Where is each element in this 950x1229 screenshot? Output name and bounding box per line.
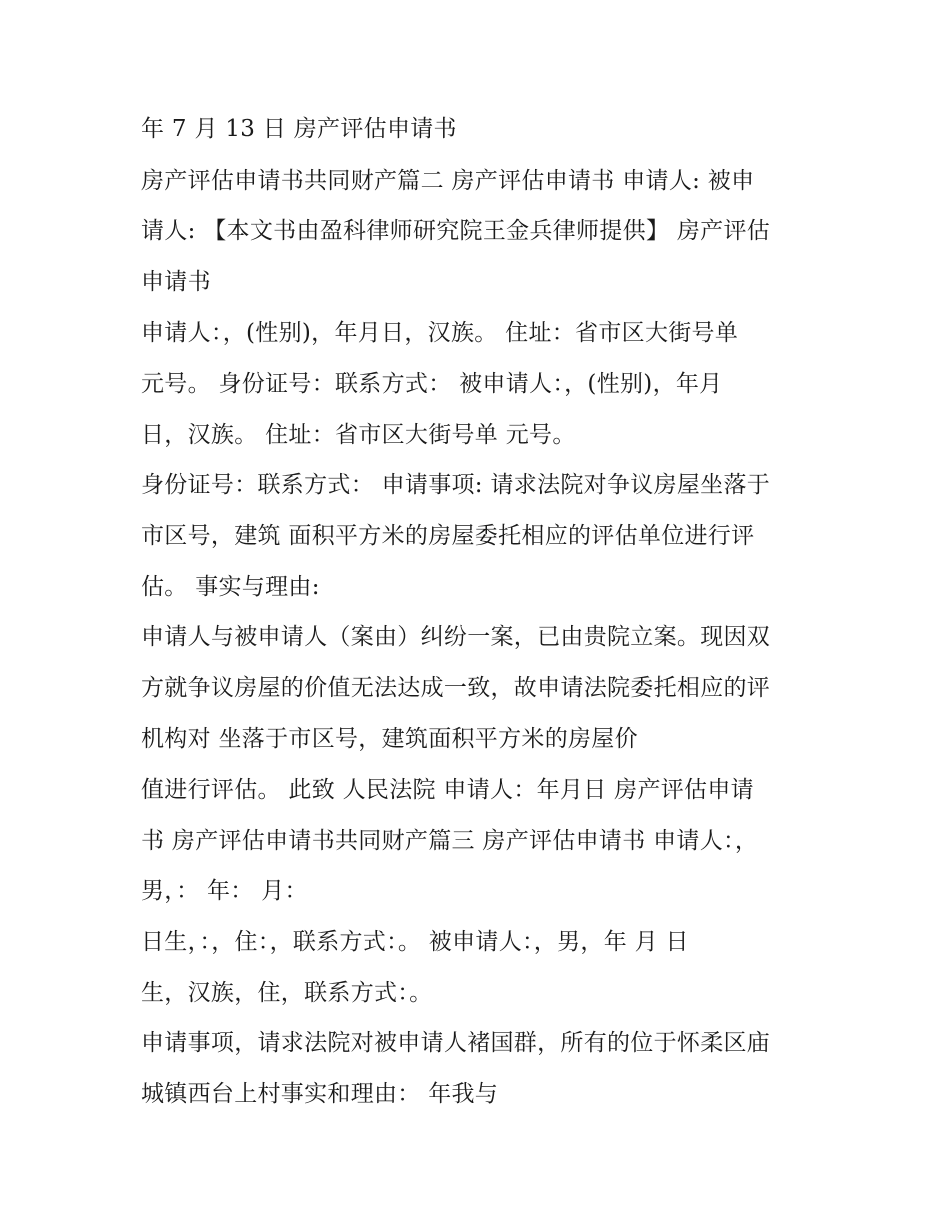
- text-line: 日生，：，住：，联系方式：。 被申请人：，男，年 月 日: [141, 929, 689, 955]
- text-line: 房产评估申请书共同财产篇二 房产评估申请书 申请人: 被申: [141, 168, 755, 194]
- text-line: 申请事项，请求法院对被申请人褚国群，所有的位于怀柔区庙: [141, 1030, 771, 1056]
- text-line: 请人: 【本文书由盈科律师研究院王金兵律师提供】 房产评估: [141, 218, 771, 244]
- text-line: 身份证号：联系方式： 申请事项: 请求法院对争议房屋坐落于: [141, 472, 771, 498]
- text-line: 方就争议房屋的价值无法达成一致，故申请法院委托相应的评: [141, 675, 771, 701]
- text-line: 日，汉族。 住址：省市区大街号单 元号。: [141, 422, 576, 448]
- text-line: 年 7 月 13 日 房产评估申请书: [141, 116, 457, 142]
- text-line: 申请书: [141, 269, 211, 295]
- text-line: 男，： 年： 月：: [141, 878, 308, 904]
- text-line: 城镇西台上村事实和理由： 年我与: [141, 1081, 499, 1107]
- text-line: 申请人：，(性别)，年月日，汉族。 住址：省市区大街号单: [141, 320, 739, 346]
- text-line: 机构对 坐落于市区号，建筑面积平方米的房屋价: [141, 726, 638, 752]
- text-line: 生，汉族，住，联系方式：。: [141, 980, 433, 1006]
- text-line: 元号。 身份证号：联系方式： 被申请人：，(性别)，年月: [141, 371, 723, 397]
- text-line: 申请人与被申请人（案由）纠纷一案，已由贵院立案。现因双: [141, 624, 771, 650]
- text-line: 估。 事实与理由:: [141, 574, 320, 600]
- text-line: 书 房产评估申请书共同财产篇三 房产评估申请书 申请人：，: [141, 828, 759, 854]
- text-line: 市区号，建筑 面积平方米的房屋委托相应的评估单位进行评: [141, 523, 755, 549]
- text-line: 值进行评估。 此致 人民法院 申请人：年月日 房产评估申请: [141, 777, 754, 803]
